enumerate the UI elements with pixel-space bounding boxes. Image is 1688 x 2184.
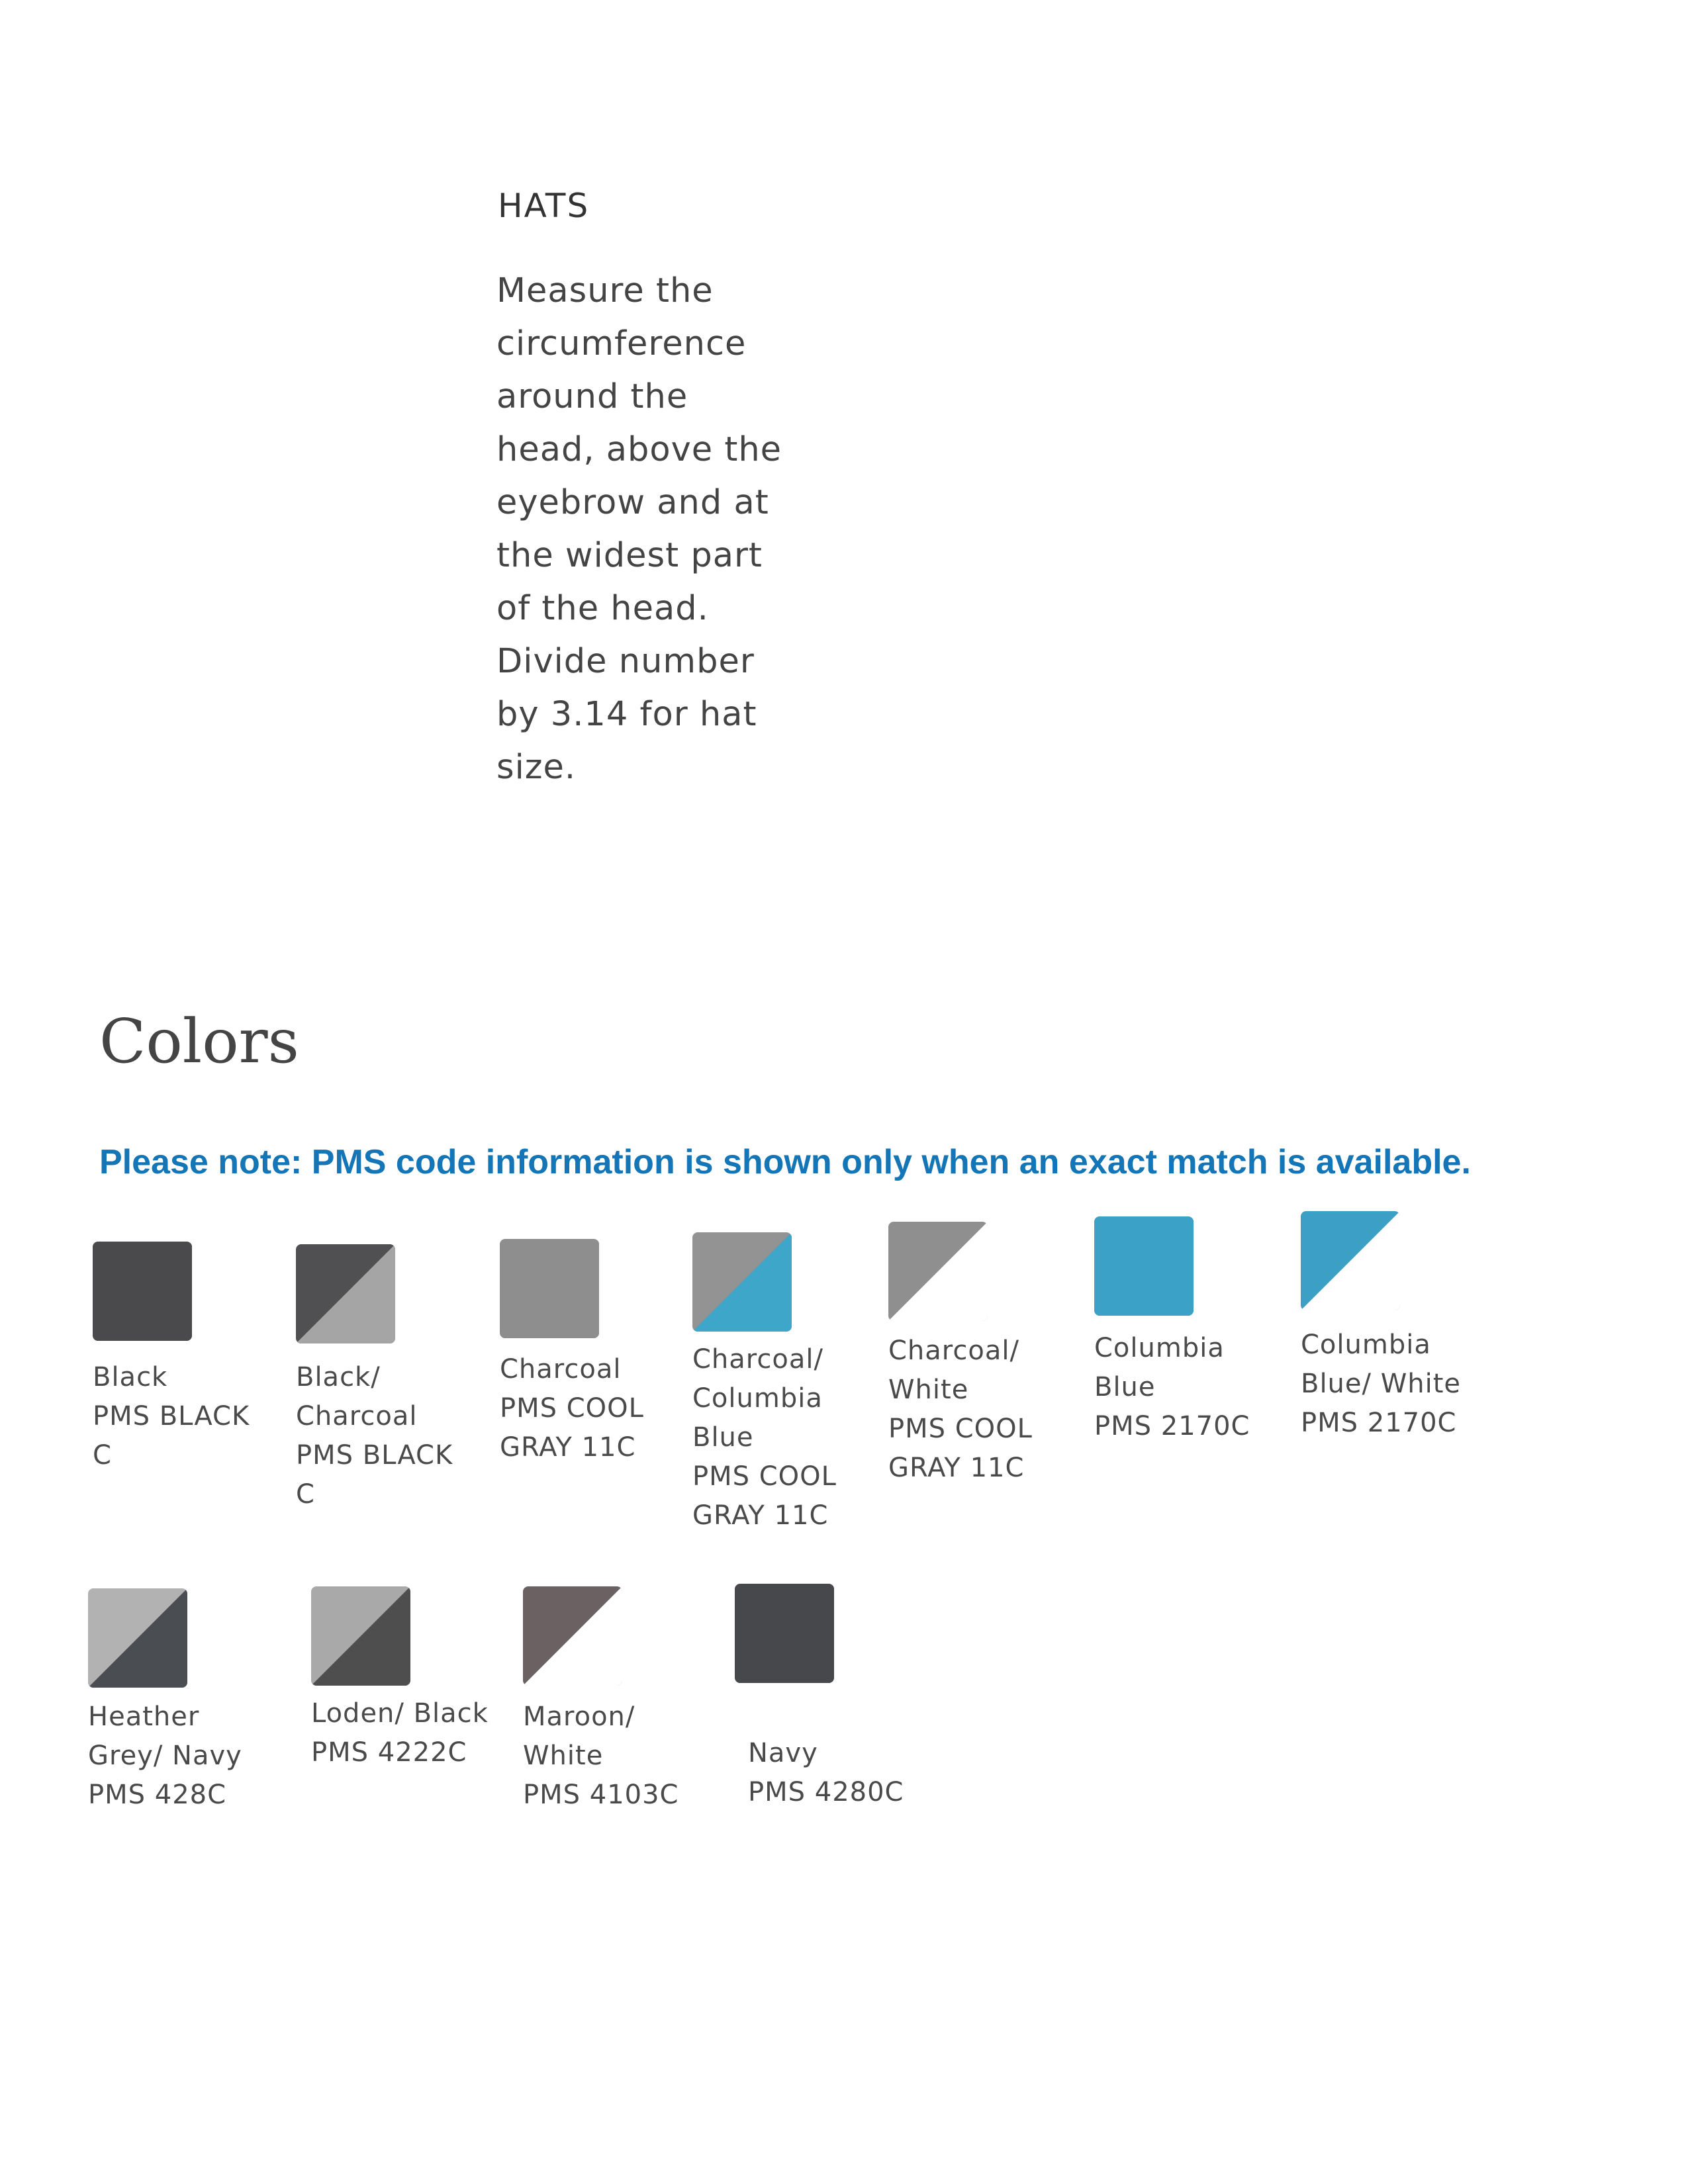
hats-line: size. xyxy=(496,748,577,787)
pms-note: Please note: PMS code information is shown only when an exact match is available. xyxy=(99,1143,1471,1181)
swatch-label-charcoal-white xyxy=(888,1332,1033,1488)
label-line: GRAY 11C xyxy=(888,1453,1025,1483)
label-line: PMS COOL xyxy=(888,1414,1033,1444)
label-line: White xyxy=(523,1741,604,1771)
label-line: PMS 4103C xyxy=(523,1780,679,1810)
label-line: C xyxy=(93,1440,112,1471)
label-line: GRAY 11C xyxy=(500,1432,636,1463)
swatch-loden-black[interactable] xyxy=(311,1586,410,1686)
swatch-columbia-blue[interactable] xyxy=(1094,1216,1194,1316)
hats-line: circumference xyxy=(496,324,747,363)
swatch-maroon-white[interactable] xyxy=(523,1586,622,1686)
label-line: Charcoal xyxy=(296,1401,418,1432)
swatch-label-loden-black xyxy=(311,1694,489,1772)
label-line: White xyxy=(888,1375,969,1405)
label-line: Charcoal xyxy=(500,1354,622,1385)
hats-line: head, above the xyxy=(496,430,782,469)
swatch-columbia-blue-white[interactable] xyxy=(1301,1211,1400,1310)
label-line: Black/ xyxy=(296,1362,381,1392)
label-line: Blue xyxy=(692,1422,754,1453)
label-line: Charcoal/ xyxy=(888,1336,1019,1366)
swatch-label-charcoal xyxy=(500,1350,644,1467)
label-line: Charcoal/ xyxy=(692,1344,823,1375)
swatch-label-columbia-blue xyxy=(1094,1329,1250,1446)
label-line: Columbia xyxy=(692,1383,823,1414)
hats-line: Divide number xyxy=(496,642,755,681)
swatch-label-heather-grey-navy xyxy=(88,1698,242,1815)
label-line: Black xyxy=(93,1362,168,1392)
swatch-heather-grey-navy[interactable] xyxy=(88,1588,187,1688)
swatch-label-black-charcoal xyxy=(296,1358,453,1514)
hats-line: around the xyxy=(496,377,688,416)
label-line: PMS 2170C xyxy=(1094,1411,1250,1441)
label-line: GRAY 11C xyxy=(692,1500,829,1531)
hats-instructions xyxy=(496,265,827,794)
swatch-charcoal-white[interactable] xyxy=(888,1222,988,1321)
label-line: C xyxy=(296,1479,315,1510)
swatch-charcoal[interactable] xyxy=(500,1239,599,1338)
label-line: Navy xyxy=(748,1738,818,1768)
swatch-label-columbia-blue-white xyxy=(1301,1326,1461,1443)
swatch-label-charcoal-columbia-blue xyxy=(692,1340,837,1535)
swatch-label-navy xyxy=(748,1734,904,1812)
hats-line: eyebrow and at xyxy=(496,483,769,522)
hats-title: HATS xyxy=(498,187,590,225)
hats-line: Measure the xyxy=(496,271,714,310)
label-line: PMS 4222C xyxy=(311,1737,467,1768)
swatch-charcoal-columbia-blue[interactable] xyxy=(692,1232,792,1332)
label-line: Blue xyxy=(1094,1372,1156,1402)
label-line: Columbia xyxy=(1094,1333,1225,1363)
label-line: PMS BLACK xyxy=(93,1401,250,1432)
label-line: PMS COOL xyxy=(500,1393,644,1424)
label-line: PMS 2170C xyxy=(1301,1408,1457,1438)
label-line: Grey/ Navy xyxy=(88,1741,242,1771)
label-line: PMS BLACK xyxy=(296,1440,453,1471)
swatch-black[interactable] xyxy=(93,1242,192,1341)
swatch-label-black xyxy=(93,1358,250,1475)
swatch-label-maroon-white xyxy=(523,1698,679,1815)
swatch-navy[interactable] xyxy=(735,1584,834,1683)
hats-line: the widest part xyxy=(496,536,763,575)
label-line: PMS 428C xyxy=(88,1780,227,1810)
hats-line: by 3.14 for hat xyxy=(496,695,757,734)
colors-heading: Colors xyxy=(99,1006,299,1077)
label-line: Loden/ Black xyxy=(311,1698,489,1729)
swatch-black-charcoal[interactable] xyxy=(296,1244,395,1343)
label-line: Blue/ White xyxy=(1301,1369,1462,1399)
label-line: Columbia xyxy=(1301,1330,1431,1360)
label-line: Heather xyxy=(88,1702,200,1732)
label-line: Maroon/ xyxy=(523,1702,635,1732)
label-line: PMS COOL xyxy=(692,1461,837,1492)
label-line: PMS 4280C xyxy=(748,1777,904,1807)
hats-line: of the head. xyxy=(496,589,709,628)
